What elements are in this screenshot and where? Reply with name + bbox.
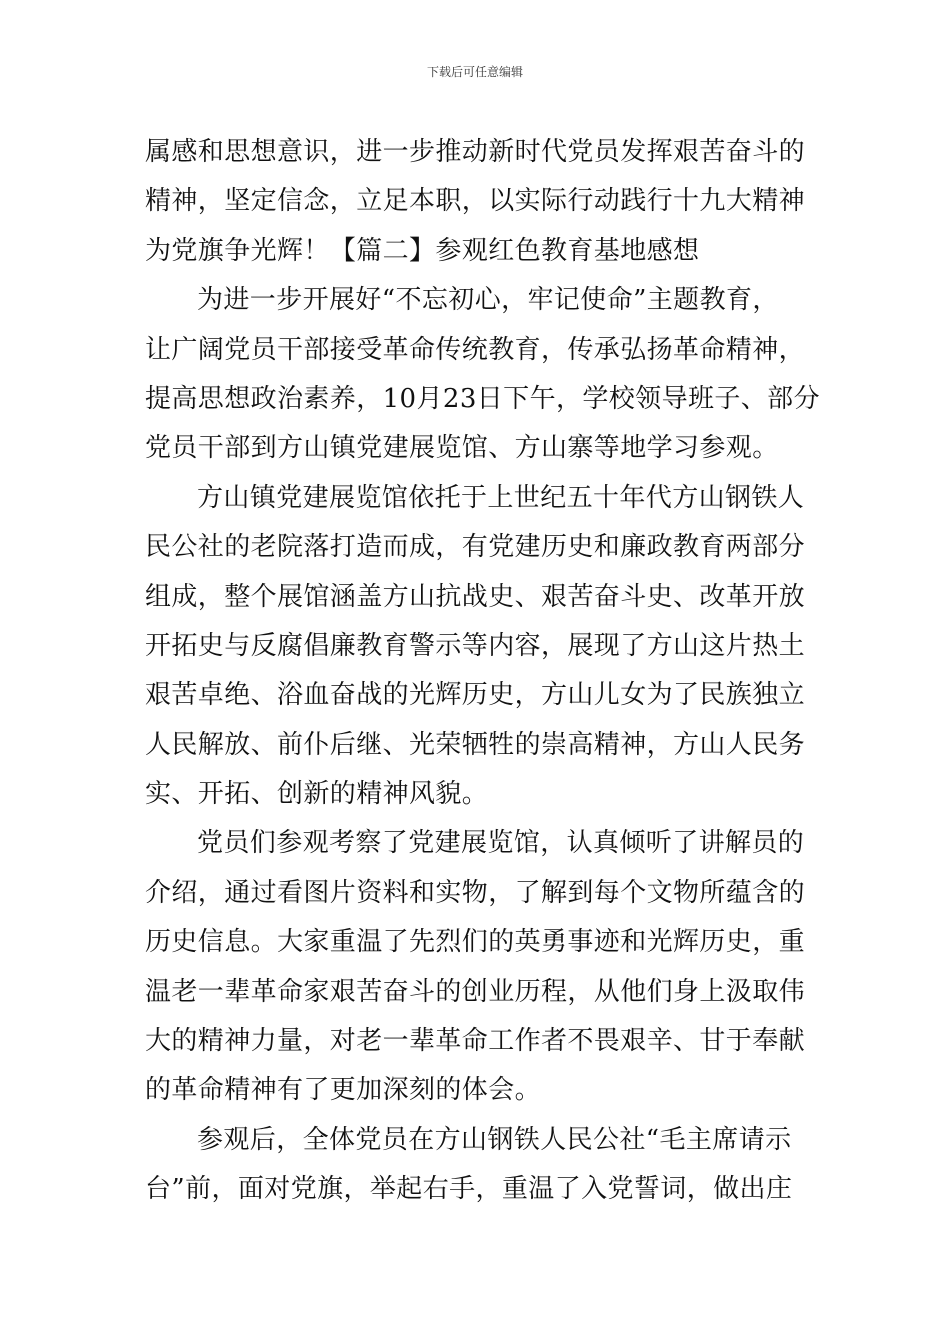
text-line: 党员干部到方山镇党建展览馆、方山寨等地学习参观。 — [145, 433, 779, 464]
text-line: 让广阔党员干部接受革命传统教育，传承弘扬革命精神， — [145, 334, 806, 365]
text-line: 历史信息。大家重温了先烈们的英勇事迹和光辉历史，重 — [145, 927, 806, 958]
text-line: 温老一辈革命家艰苦奋斗的创业历程，从他们身上汲取伟 — [145, 976, 806, 1007]
text-line: 精神，坚定信念，立足本职，以实际行动践行十九大精神 — [145, 186, 806, 217]
paragraph-first-line: 方山镇党建展览馆依托于上世纪五十年代方山钢铁人 — [197, 482, 805, 513]
text-line: 大的精神力量，对老一辈革命工作者不畏艰辛、甘于奉献 — [145, 1026, 806, 1057]
text-line: 介绍，通过看图片资料和实物，了解到每个文物所蕴含的 — [145, 877, 806, 908]
text-line: 实、开拓、创新的精神风貌。 — [145, 779, 489, 810]
text-line: 人民解放、前仆后继、光荣牺牲的崇高精神，方山人民务 — [145, 729, 806, 760]
text-line: 台”前，面对党旗，举起右手，重温了入党誓词，做出庄 — [145, 1174, 793, 1205]
text-line: 组成，整个展馆涵盖方山抗战史、艰苦奋斗史、改革开放 — [145, 581, 806, 612]
text-line: 民公社的老院落打造而成，有党建历史和廉政教育两部分 — [145, 532, 806, 563]
page-header: 下载后可任意编辑 — [426, 65, 523, 79]
paragraph-first-line: 党员们参观考察了党建展览馆，认真倾听了讲解员的 — [197, 828, 805, 859]
document-body — [145, 128, 820, 1215]
text-line: 属感和思想意识，进一步推动新时代党员发挥艰苦奋斗的 — [145, 137, 806, 167]
text-line: 提高思想政治素养，10月23日下午，学校领导班子、部分 — [145, 383, 820, 414]
paragraph-first-line: 参观后，全体党员在方山钢铁人民公社“毛主席请示 — [197, 1124, 792, 1155]
text-line: 开拓史与反腐倡廉教育警示等内容，展现了方山这片热土 — [145, 630, 806, 661]
paragraph-first-line: 为进一步开展好“不忘初心，牢记使命”主题教育， — [197, 285, 779, 316]
text-line: 艰苦卓绝、浴血奋战的光辉历史，方山儿女为了民族独立 — [145, 680, 806, 711]
text-line: 的革命精神有了更加深刻的体会。 — [145, 1075, 542, 1106]
text-line: 为党旗争光辉！【篇二】参观红色教育基地感想 — [145, 235, 700, 266]
